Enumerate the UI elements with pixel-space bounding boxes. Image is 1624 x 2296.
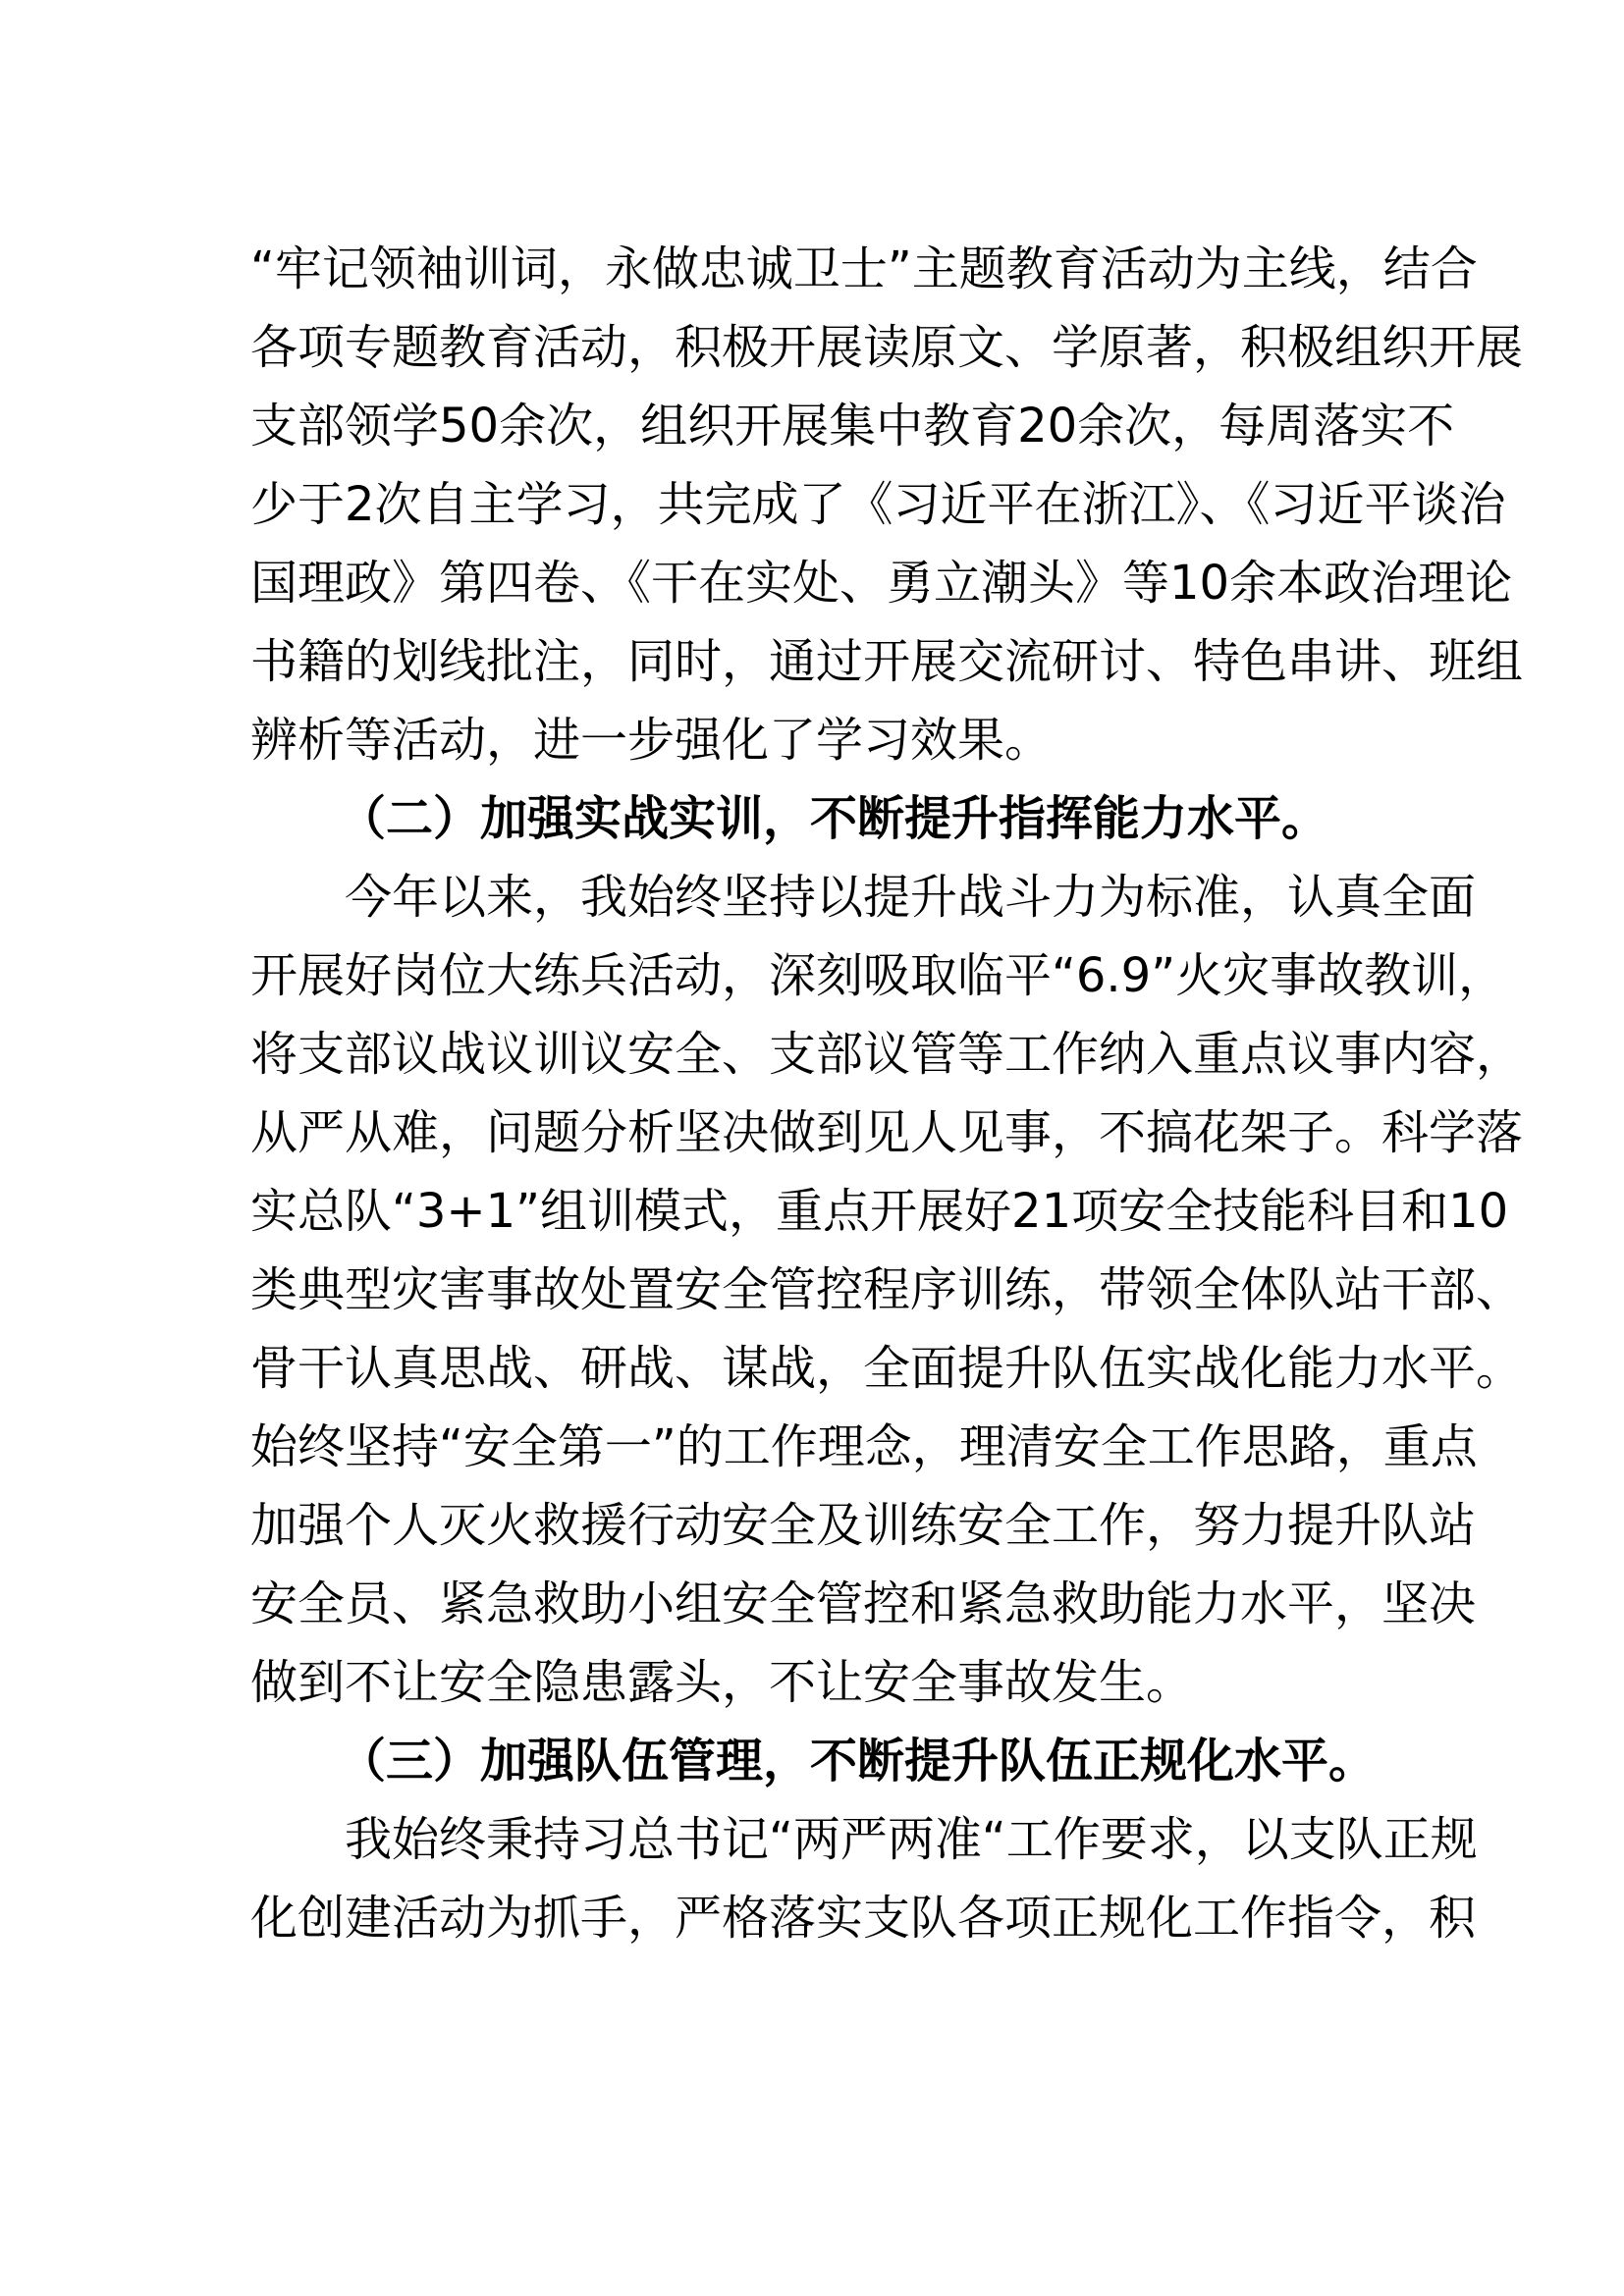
text-line: 化创建活动为抓手，严格落实支队各项正规化工作指令，积 bbox=[250, 1891, 1477, 1946]
text-line: 将支部议战议训议安全、支部议管等工作纳入重点议事内容， bbox=[250, 1027, 1524, 1082]
text-line: 做到不让安全隐患露头，不让安全事故发生。 bbox=[250, 1655, 1194, 1710]
text-line: 始终坚持“安全第一”的工作理念，理清安全工作思路，重点 bbox=[250, 1419, 1478, 1474]
text-line: 开展好岗位大练兵活动，深刻吸取临平“6.9”火灾事故教训， bbox=[250, 948, 1506, 1003]
paragraph bbox=[250, 230, 1524, 779]
text-line: 加强个人灭火救援行动安全及训练安全工作，努力提升队站 bbox=[250, 1498, 1477, 1553]
section-heading: （三）加强队伍管理，不断提升队伍正规化水平。 bbox=[339, 1734, 1377, 1789]
text-line: 实总队“3+1”组训模式，重点开展好21项安全技能科目和10 bbox=[250, 1184, 1509, 1239]
text-line: 骨干认真思战、研战、谋战，全面提升队伍实战化能力水平。 bbox=[250, 1341, 1524, 1396]
text-line: 今年以来，我始终坚持以提升战斗力为标准，认真全面 bbox=[345, 870, 1477, 925]
paragraph bbox=[250, 1800, 1478, 1957]
text-line: 类典型灾害事故处置安全管控程序训练，带领全体队站干部、 bbox=[250, 1262, 1524, 1317]
text-line: 支部领学50余次，组织开展集中教育20余次，每周落实不 bbox=[250, 399, 1455, 454]
text-line: 少于2次自主学习，共完成了《习近平在浙江》、《习近平谈治 bbox=[250, 477, 1506, 532]
section-heading: （二）加强实战实训，不断提升指挥能力水平。 bbox=[339, 791, 1329, 846]
text-line: 各项专题教育活动，积极开展读原文、学原著，积极组织开展 bbox=[250, 320, 1524, 375]
text-line: “牢记领袖训词，永做忠诚卫士”主题教育活动为主线，结合 bbox=[250, 241, 1478, 296]
text-line: 辨析等活动，进一步强化了学习效果。 bbox=[250, 713, 1053, 768]
text-line: 国理政》第四卷、《干在实处、勇立潮头》等10余本政治理论 bbox=[250, 556, 1513, 611]
text-line: 从严从难，问题分析坚决做到见人见事，不搞花架子。科学落 bbox=[250, 1105, 1524, 1160]
text-line: 我始终秉持习总书记“两严两准“工作要求，以支队正规 bbox=[345, 1812, 1478, 1867]
text-line: 书籍的划线批注，同时，通过开展交流研讨、特色串讲、班组 bbox=[250, 634, 1524, 689]
document-body bbox=[250, 230, 1524, 1957]
paragraph bbox=[250, 858, 1524, 1722]
text-line: 安全员、紧急救助小组安全管控和紧急救助能力水平，坚决 bbox=[250, 1576, 1477, 1631]
